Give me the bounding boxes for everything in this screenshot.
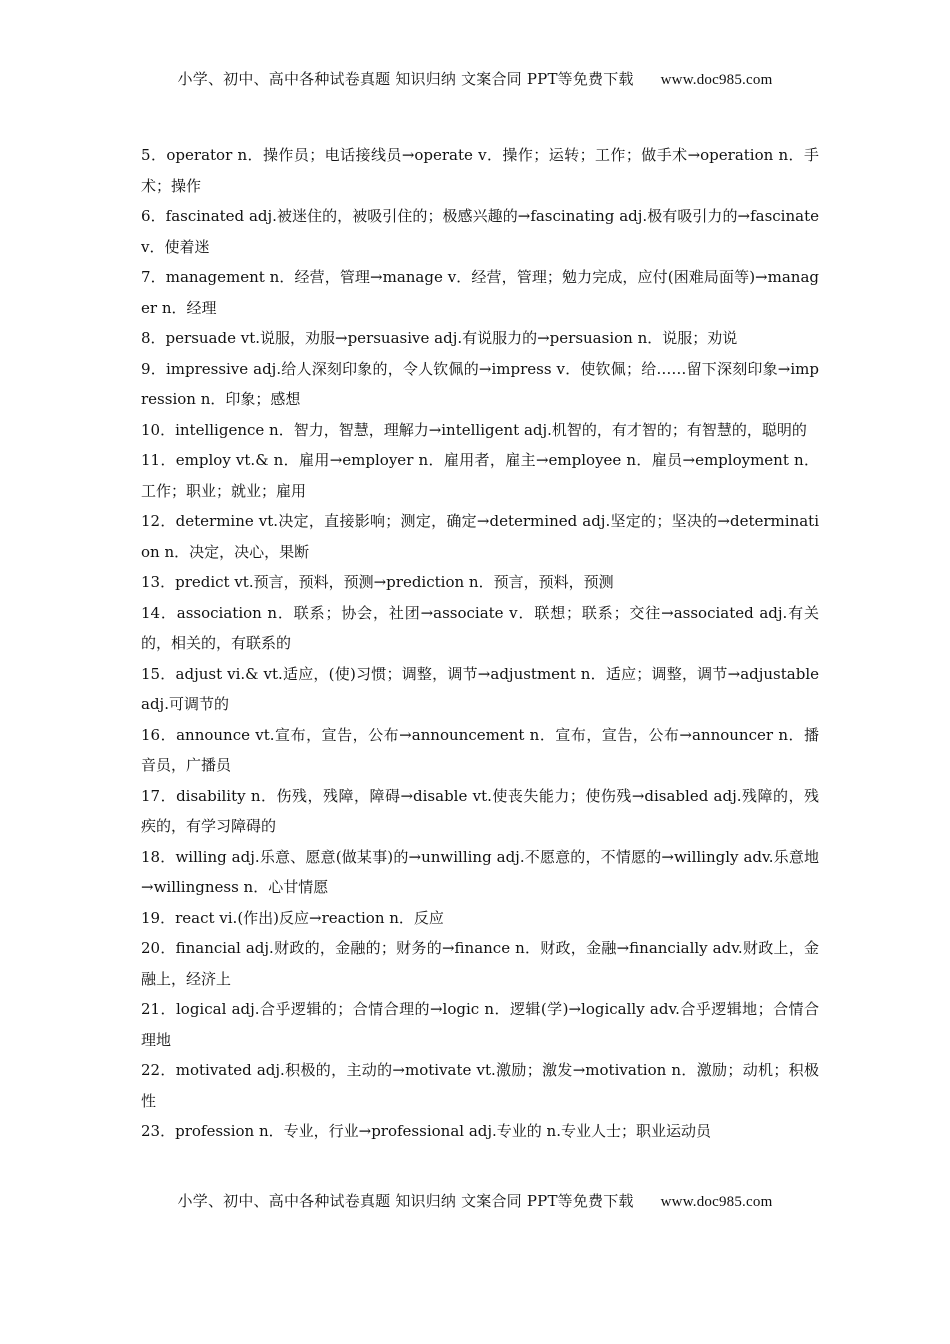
vocab-entry: 17．disability n．伤残，残障，障碍→disable vt.使丧失能力；使伤残→disabled adj.残障的，残疾的，有学习障碍的 [141, 786, 819, 835]
vocab-entry: 6．fascinated adj.被迷住的，被吸引住的；极感兴趣的→fascinating adj.极有吸引力的→fascinate v．使着迷 [141, 207, 819, 256]
vocab-entry: 9．impressive adj.给人深刻印象的，令人钦佩的→impress v．使钦佩；给……留下深刻印象→impression n．印象；感想 [141, 359, 819, 408]
header-url: www.doc985.com [660, 72, 773, 88]
vocab-entry: 12．determine vt.决定，直接影响；测定，确定→determined adj.坚定的；坚决的→determination n．决定，决心，果断 [141, 512, 819, 561]
vocabulary-list [141, 140, 819, 1188]
header-text: 小学、初中、高中各种试卷真题 知识归纳 文案合同 PPT等免费下载 [177, 70, 634, 88]
vocab-entry: 21．logical adj.合乎逻辑的；合情合理的→logic n．逻辑(学)→logically adv.合乎逻辑地；合情合理地 [141, 1000, 819, 1049]
footer-url: www.doc985.com [660, 1194, 773, 1210]
vocab-entry: 19．react vi.(作出)反应→reaction n．反应 [141, 908, 444, 927]
vocab-entry: 16．announce vt.宣布，宣告，公布→announcement n．宣布，宣告，公布→announcer n．播音员，广播员 [141, 725, 819, 774]
vocab-entry: 23．profession n．专业，行业→professional adj.专业的 n.专业人士；职业运动员 [141, 1122, 711, 1140]
vocab-entry: 7．management n．经营，管理→manage v．经营，管理；勉力完成，应付(困难局面等)→manager n．经理 [141, 268, 819, 317]
vocab-entry: 20．financial adj.财政的，金融的；财务的→finance n．财政，金融→financially adv.财政上，金融上，经济上 [141, 939, 819, 988]
vocab-entry: 5．operator n．操作员；电话接线员→operate v．操作；运转；工作；做手术→operation n．手术；操作 [141, 146, 819, 195]
vocab-entry: 13．predict vt.预言，预料，预测→prediction n．预言，预料，预测 [141, 573, 614, 591]
vocab-entry: 18．willing adj.乐意、愿意(做某事)的→unwilling adj.不愿意的，不情愿的→willingly adv.乐意地→willingness n．心甘情愿 [141, 847, 819, 896]
footer-text: 小学、初中、高中各种试卷真题 知识归纳 文案合同 PPT等免费下载 [177, 1192, 634, 1210]
vocab-entry: 10．intelligence n．智力，智慧，理解力→intelligent adj.机智的，有才智的；有智慧的，聪明的 [141, 420, 807, 439]
vocab-entry: 22．motivated adj.积极的，主动的→motivate vt.激励；激发→motivation n．激励；动机；积极性 [141, 1061, 819, 1110]
page-header [0, 68, 950, 89]
vocab-entry: 15．adjust vi.& vt.适应，(使)习惯；调整，调节→adjustment n．适应；调整，调节→adjustable adj.可调节的 [141, 664, 819, 713]
vocab-entry: 8．persuade vt.说服，劝服→persuasive adj.有说服力的→persuasion n．说服；劝说 [141, 329, 738, 347]
page-footer [0, 1190, 950, 1211]
vocab-entry: 11．employ vt.& n．雇用→employer n．雇用者，雇主→employee n．雇员→employment n．工作；职业；就业；雇用 [141, 451, 819, 500]
vocab-entry: 14．association n．联系；协会，社团→associate v．联想；联系；交往→associated adj.有关的，相关的，有联系的 [141, 603, 819, 652]
